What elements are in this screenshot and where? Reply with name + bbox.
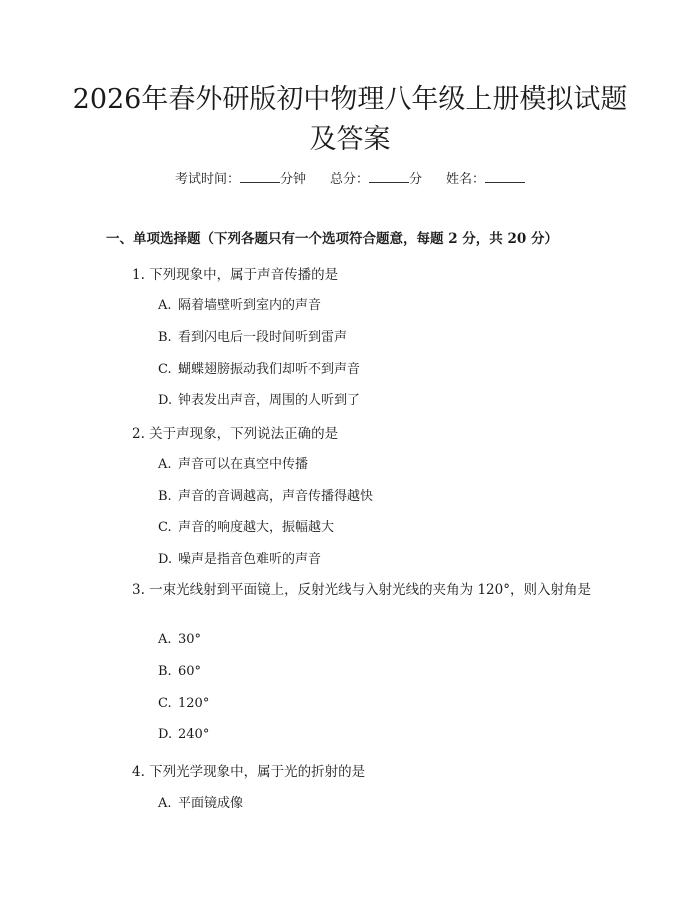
time-label: 考试时间： bbox=[174, 172, 240, 187]
name-label: 姓名： bbox=[446, 172, 486, 187]
question-1: 1. 下列现象中，属于声音传播的是 bbox=[132, 267, 339, 283]
question-2-option-d: D. 噪声是指音色难听的声音 bbox=[158, 552, 322, 567]
question-4: 4. 下列光学现象中，属于光的折射的是 bbox=[132, 764, 366, 780]
time-unit: 分钟 bbox=[279, 172, 306, 187]
time-blank bbox=[240, 181, 280, 183]
question-1-option-a: A. 隔着墙壁听到室内的声音 bbox=[158, 298, 322, 313]
exam-title: 2026年春外研版初中物理八年级上册模拟试题及答案 bbox=[72, 84, 628, 155]
score-label: 总分： bbox=[329, 172, 369, 187]
question-4-option-a: A. 平面镜成像 bbox=[158, 796, 244, 811]
question-1-option-c: C. 蝴蝶翅膀振动我们却听不到声音 bbox=[158, 362, 361, 377]
question-1-option-b: B. 看到闪电后一段时间听到雷声 bbox=[158, 330, 348, 345]
section-title: 一、单项选择题（下列各题只有一个选项符合题意，每题 2 分，共 20 分） bbox=[106, 231, 558, 247]
question-2-option-b: B. 声音的音调越高，声音传播得越快 bbox=[158, 489, 374, 504]
exam-info-line bbox=[0, 168, 700, 187]
question-2-option-c: C. 声音的响度越大，振幅越大 bbox=[158, 520, 335, 535]
question-2-option-a: A. 声音可以在真空中传播 bbox=[158, 457, 309, 472]
score-unit: 分 bbox=[409, 172, 423, 187]
question-1-option-d: D. 钟表发出声音，周围的人听到了 bbox=[158, 393, 361, 408]
question-3-option-c: C. 120° bbox=[158, 696, 210, 711]
question-3-option-a: A. 30° bbox=[158, 632, 202, 647]
question-3-option-d: D. 240° bbox=[158, 727, 210, 742]
question-2: 2. 关于声现象，下列说法正确的是 bbox=[132, 426, 339, 442]
name-blank bbox=[485, 181, 525, 183]
question-3-option-b: B. 60° bbox=[158, 664, 202, 679]
score-blank bbox=[369, 181, 409, 183]
question-3: 3. 一束光线射到平面镜上，反射光线与入射光线的夹角为 120°，则入射角是 bbox=[132, 582, 591, 598]
